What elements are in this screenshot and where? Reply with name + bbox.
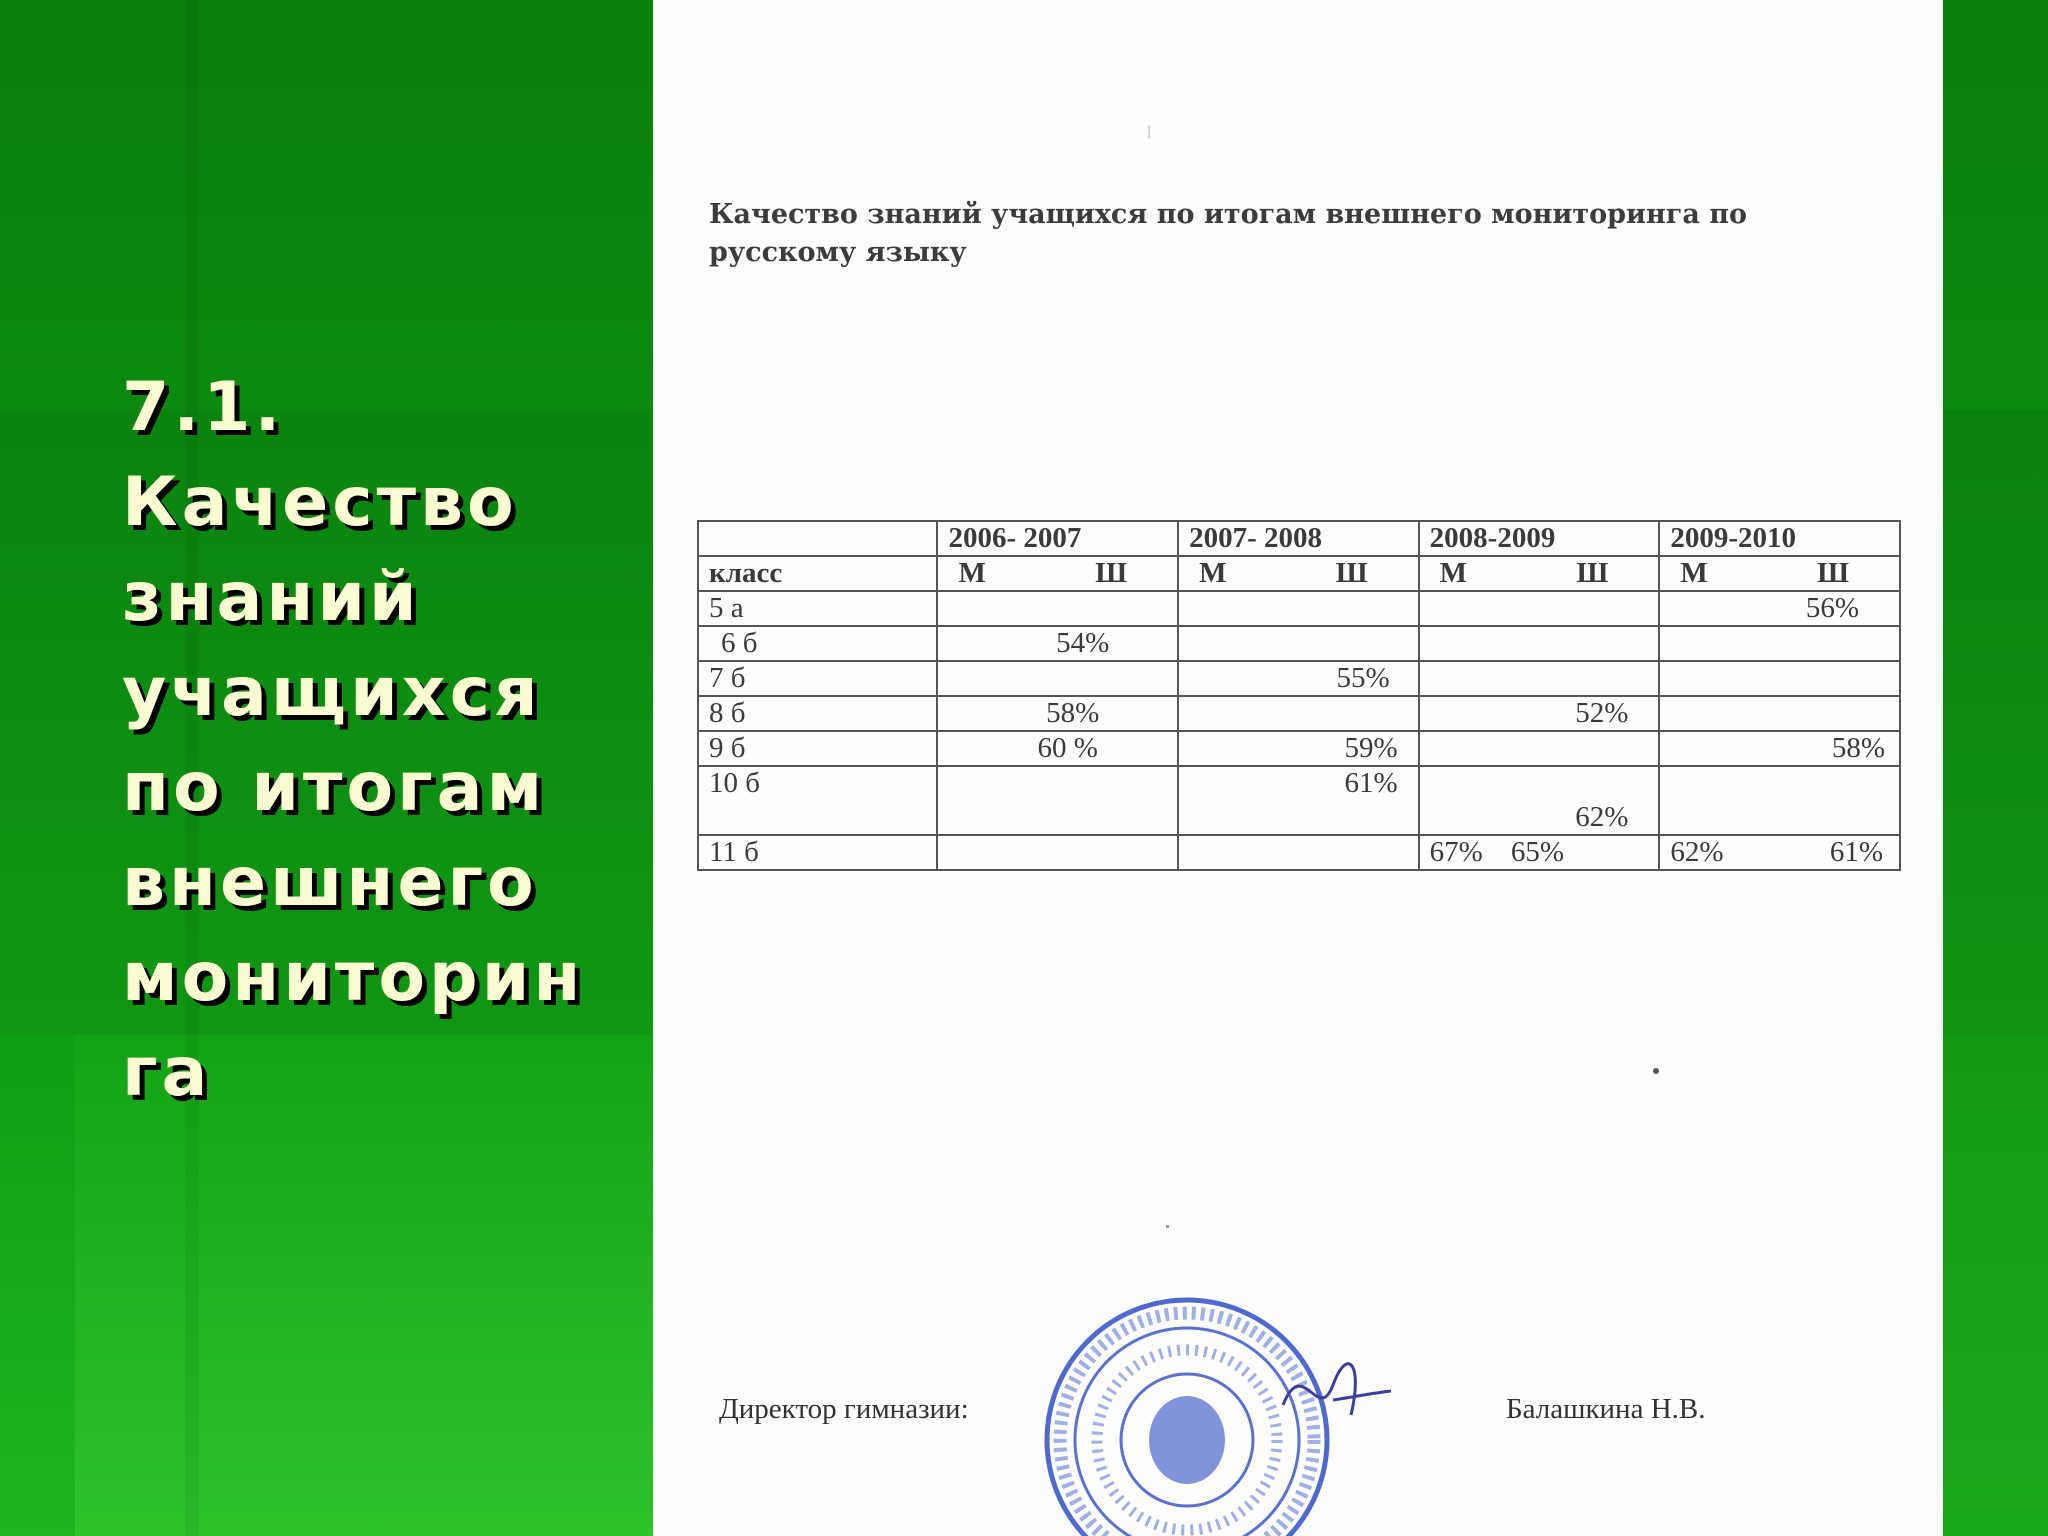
value-cell (937, 661, 1178, 696)
signature (1273, 1345, 1393, 1435)
table-header-row (698, 521, 1900, 556)
table-subheader-row (698, 556, 1900, 591)
value-cell: 61% (1178, 766, 1419, 835)
value-cell (937, 766, 1178, 835)
value-cell (1178, 835, 1419, 870)
header-ms (1419, 556, 1660, 591)
value-cell (1419, 626, 1660, 661)
header-year: 2007- 2008 (1178, 521, 1419, 556)
value-m: 67% (1429, 836, 1483, 868)
header-m: М (958, 557, 986, 589)
slide-title-line: 7.1. (122, 368, 285, 447)
document-heading-line: русскому языку (709, 237, 967, 268)
table-row (698, 731, 1900, 766)
value-sh: 61% (1829, 836, 1883, 868)
klass-cell: 11 б (698, 835, 937, 870)
signature-stroke (1283, 1364, 1391, 1415)
header-sh: Ш (1095, 557, 1128, 589)
header-sh: Ш (1817, 557, 1849, 589)
header-ms (1659, 556, 1900, 591)
scan-speck (1148, 125, 1150, 139)
header-sh: Ш (1576, 557, 1609, 589)
value-m: 62% (1670, 836, 1724, 868)
table-row (698, 696, 1900, 731)
table-row (698, 766, 1900, 835)
klass-cell: 9 б (698, 731, 937, 766)
slide-title-line: мониторин (122, 938, 585, 1017)
value-sh: 65% (1510, 836, 1564, 868)
value-cell (937, 591, 1178, 626)
results-table (697, 520, 1901, 871)
klass-cell: 7 б (698, 661, 937, 696)
value-cell (1419, 661, 1660, 696)
document-heading (709, 196, 1809, 272)
header-sh: Ш (1335, 557, 1368, 589)
stamp-emblem-shape (1149, 1396, 1225, 1484)
scan-speck (1166, 1225, 1169, 1228)
table-row (698, 591, 1900, 626)
stamp-emblem (1149, 1396, 1225, 1484)
value-cell (1659, 696, 1900, 731)
value-cell (1659, 766, 1900, 835)
header-klass: класс (698, 556, 937, 591)
klass-cell: 10 б (698, 766, 937, 835)
value-cell: 54% (937, 626, 1178, 661)
value-cell (1178, 591, 1419, 626)
slide-title-line: внешнего (122, 843, 538, 922)
header-m: М (1199, 557, 1227, 589)
value-cell: 58% (1659, 731, 1900, 766)
value-cell (1178, 626, 1419, 661)
slide-title-line: Качество (122, 463, 518, 542)
table-row (698, 661, 1900, 696)
value-cell: 59% (1178, 731, 1419, 766)
value-cell-pair (1419, 835, 1660, 870)
value-cell (1419, 731, 1660, 766)
klass-cell: 8 б (698, 696, 937, 731)
header-m: М (1439, 557, 1468, 589)
value-cell: 56% (1659, 591, 1900, 626)
slide-title-line: знаний (122, 558, 421, 637)
klass-cell: 6 б (698, 626, 937, 661)
slide-title (122, 360, 642, 1120)
value-cell: 62% (1419, 766, 1660, 835)
header-cell-empty (698, 521, 937, 556)
slide-title-line: по итогам (122, 748, 547, 827)
table-row (698, 626, 1900, 661)
value-cell-pair (1659, 835, 1900, 870)
header-ms (937, 556, 1178, 591)
director-name: Балашкина Н.В. (1506, 1393, 1706, 1425)
value-cell (1659, 661, 1900, 696)
document-heading-line: Качество знаний учащихся по итогам внешнего мониторинга по (709, 199, 1748, 230)
header-year: 2009-2010 (1659, 521, 1900, 556)
slide-title-line: учащихся (122, 653, 542, 732)
header-ms (1178, 556, 1419, 591)
value-cell (1178, 696, 1419, 731)
director-label: Директор гимназии: (719, 1393, 969, 1425)
value-cell: 55% (1178, 661, 1419, 696)
slide-title-line: га (122, 1033, 212, 1112)
table-row (698, 835, 1900, 870)
value-cell: 58% (937, 696, 1178, 731)
klass-cell: 5 а (698, 591, 937, 626)
slide-background-right-band (1943, 410, 2048, 1035)
header-year: 2008-2009 (1419, 521, 1660, 556)
value-cell (1659, 626, 1900, 661)
value-cell: 60 % (937, 731, 1178, 766)
scan-speck (1653, 1068, 1659, 1074)
scanned-document (653, 0, 1943, 1536)
value-cell (937, 835, 1178, 870)
value-cell (1419, 591, 1660, 626)
header-m: М (1680, 557, 1708, 589)
header-year: 2006- 2007 (937, 521, 1178, 556)
value-cell: 52% (1419, 696, 1660, 731)
